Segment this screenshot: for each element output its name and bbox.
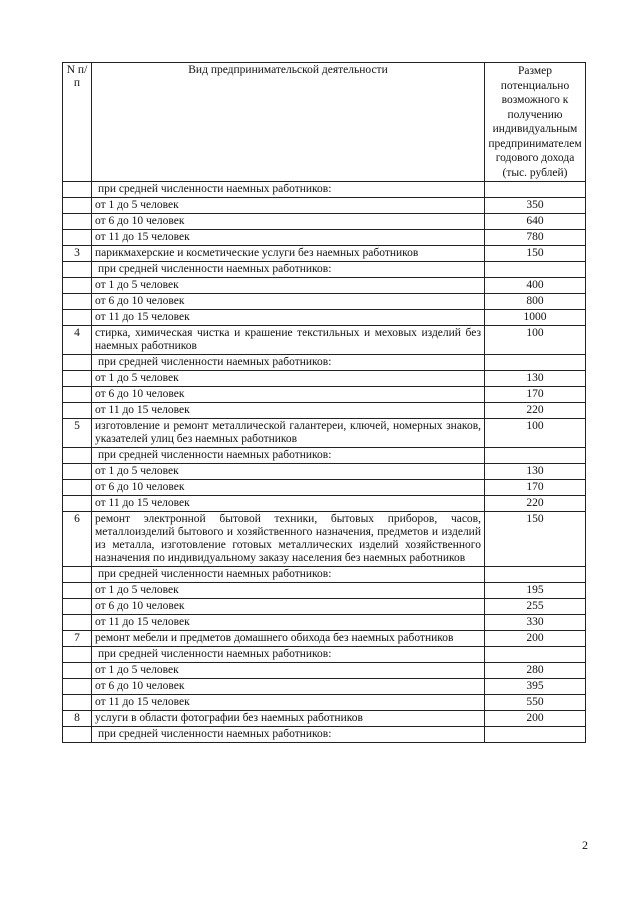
income-value: 280 [485, 663, 586, 679]
employee-range: от 1 до 5 человек [92, 663, 485, 679]
activity-description: парикмахерские и косметические услуги без наемных работников [92, 246, 485, 262]
row-number [63, 214, 92, 230]
table-row [63, 647, 586, 663]
row-number [63, 695, 92, 711]
page-number: 2 [582, 838, 588, 852]
table-row [63, 230, 586, 246]
row-number [63, 496, 92, 512]
table-row [63, 599, 586, 615]
income-value [485, 448, 586, 464]
table-row [63, 294, 586, 310]
employee-range: от 11 до 15 человек [92, 403, 485, 419]
income-value: 220 [485, 403, 586, 419]
employee-range: от 6 до 10 человек [92, 679, 485, 695]
income-value: 130 [485, 371, 586, 387]
activity-description: стирка, химическая чистка и крашение текстильных и меховых изделий без наемных работников [92, 326, 485, 355]
table-row [63, 387, 586, 403]
header-activity: Вид предпринимательской деятельности [92, 63, 485, 182]
row-number: 4 [63, 326, 92, 355]
subheading-text: при средней численности наемных работников: [92, 355, 485, 371]
row-number [63, 464, 92, 480]
activity-description: ремонт мебели и предметов домашнего обихода без наемных работников [92, 631, 485, 647]
income-value: 170 [485, 387, 586, 403]
income-value [485, 182, 586, 198]
income-value: 400 [485, 278, 586, 294]
row-number: 5 [63, 419, 92, 448]
income-value: 330 [485, 615, 586, 631]
table-row [63, 583, 586, 599]
table-row [63, 198, 586, 214]
income-value [485, 567, 586, 583]
employee-range: от 1 до 5 человек [92, 278, 485, 294]
table-row [63, 679, 586, 695]
employee-range: от 1 до 5 человек [92, 371, 485, 387]
employee-range: от 6 до 10 человек [92, 480, 485, 496]
row-number: 3 [63, 246, 92, 262]
row-number [63, 403, 92, 419]
employee-range: от 11 до 15 человек [92, 615, 485, 631]
income-value: 550 [485, 695, 586, 711]
row-number [63, 647, 92, 663]
income-table [62, 62, 586, 743]
table-row [63, 419, 586, 448]
income-value: 200 [485, 711, 586, 727]
subheading-text: при средней численности наемных работников: [92, 567, 485, 583]
income-value [485, 355, 586, 371]
income-value: 150 [485, 246, 586, 262]
row-number [63, 355, 92, 371]
row-number [63, 567, 92, 583]
income-value: 780 [485, 230, 586, 246]
row-number: 6 [63, 512, 92, 567]
employee-range: от 1 до 5 человек [92, 583, 485, 599]
row-number [63, 599, 92, 615]
employee-range: от 6 до 10 человек [92, 214, 485, 230]
table-row [63, 278, 586, 294]
row-number [63, 679, 92, 695]
row-number [63, 727, 92, 743]
income-value: 170 [485, 480, 586, 496]
table-row [63, 496, 586, 512]
activity-description: изготовление и ремонт металлической галантереи, ключей, номерных знаков, указателей улиц без наемных работников [92, 419, 485, 448]
row-number [63, 278, 92, 294]
row-number [63, 230, 92, 246]
table-row [63, 448, 586, 464]
table-row [63, 246, 586, 262]
income-value [485, 262, 586, 278]
table-row [63, 403, 586, 419]
row-number [63, 310, 92, 326]
income-value: 100 [485, 326, 586, 355]
row-number: 8 [63, 711, 92, 727]
table-header-row [63, 63, 586, 182]
subheading-text: при средней численности наемных работников: [92, 727, 485, 743]
income-value: 800 [485, 294, 586, 310]
row-number [63, 480, 92, 496]
employee-range: от 11 до 15 человек [92, 695, 485, 711]
table-row [63, 695, 586, 711]
row-number: 7 [63, 631, 92, 647]
employee-range: от 11 до 15 человек [92, 310, 485, 326]
header-income-size: Размер потенциально возможного к получению индивидуальным предпринимателем годового дохода (тыс. рублей) [485, 63, 586, 182]
row-number [63, 294, 92, 310]
income-value: 350 [485, 198, 586, 214]
table-row [63, 371, 586, 387]
row-number [63, 387, 92, 403]
row-number [63, 262, 92, 278]
income-value: 150 [485, 512, 586, 567]
table-row [63, 480, 586, 496]
table-row [63, 567, 586, 583]
income-value: 255 [485, 599, 586, 615]
table-row [63, 631, 586, 647]
table-row [63, 512, 586, 567]
table-row [63, 326, 586, 355]
income-value: 220 [485, 496, 586, 512]
subheading-text: при средней численности наемных работников: [92, 448, 485, 464]
row-number [63, 371, 92, 387]
employee-range: от 11 до 15 человек [92, 230, 485, 246]
employee-range: от 6 до 10 человек [92, 599, 485, 615]
table-row [63, 310, 586, 326]
row-number [63, 182, 92, 198]
table-row [63, 355, 586, 371]
table-body [63, 182, 586, 743]
table-row [63, 615, 586, 631]
income-value: 640 [485, 214, 586, 230]
employee-range: от 6 до 10 человек [92, 294, 485, 310]
row-number [63, 583, 92, 599]
employee-range: от 1 до 5 человек [92, 464, 485, 480]
income-value: 100 [485, 419, 586, 448]
table-row [63, 262, 586, 278]
employee-range: от 6 до 10 человек [92, 387, 485, 403]
header-number: N п/п [63, 63, 92, 182]
income-value [485, 647, 586, 663]
table-row [63, 182, 586, 198]
income-value: 130 [485, 464, 586, 480]
income-value: 195 [485, 583, 586, 599]
table-row [63, 464, 586, 480]
income-value: 395 [485, 679, 586, 695]
row-number [63, 615, 92, 631]
subheading-text: при средней численности наемных работников: [92, 182, 485, 198]
subheading-text: при средней численности наемных работников: [92, 647, 485, 663]
table-row [63, 727, 586, 743]
employee-range: от 11 до 15 человек [92, 496, 485, 512]
row-number [63, 198, 92, 214]
income-value [485, 727, 586, 743]
table-row [63, 711, 586, 727]
income-value: 200 [485, 631, 586, 647]
activity-description: ремонт электронной бытовой техники, бытовых приборов, часов, металлоизделий бытового и хозяйственного назначения, предметов и изделий из металла, изготовление готовых металлических изделий хозяйственного назначения по индивидуальному заказу населения без наемных работников [92, 512, 485, 567]
employee-range: от 1 до 5 человек [92, 198, 485, 214]
table-row [63, 663, 586, 679]
table-row [63, 214, 586, 230]
activity-description: услуги в области фотографии без наемных работников [92, 711, 485, 727]
row-number [63, 663, 92, 679]
income-value: 1000 [485, 310, 586, 326]
row-number [63, 448, 92, 464]
subheading-text: при средней численности наемных работников: [92, 262, 485, 278]
